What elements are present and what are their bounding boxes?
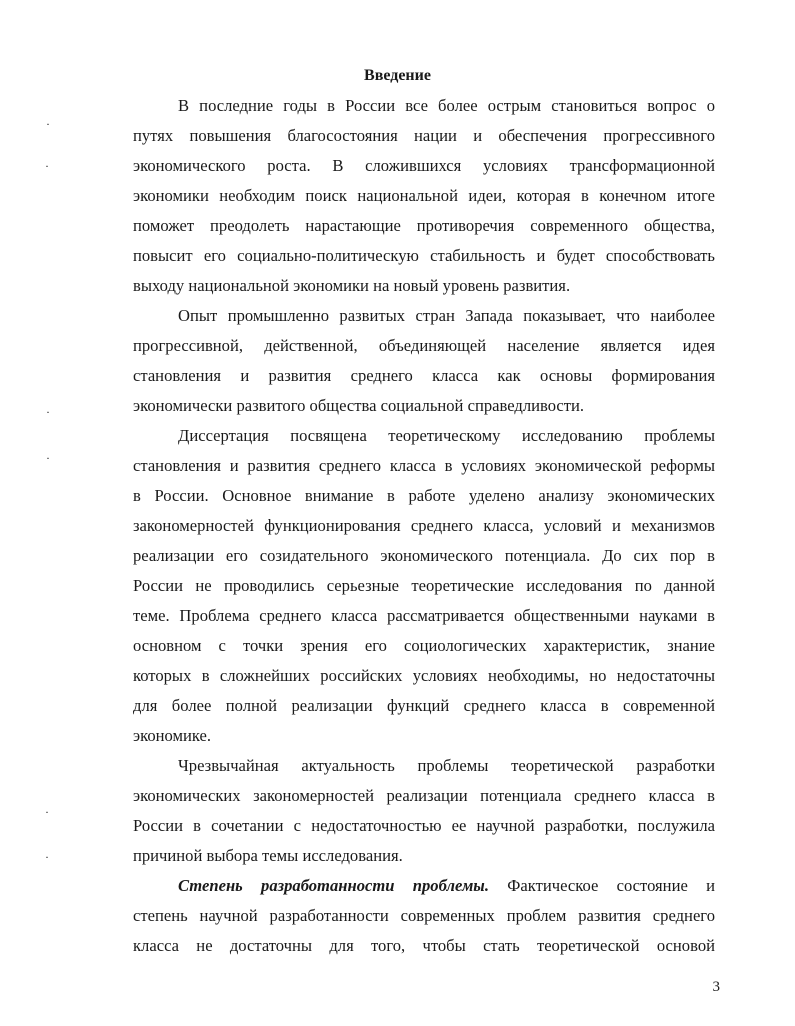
text-line: причиной выбора темы исследования. (133, 846, 403, 865)
text-line: В последние годы в России все более острым становиться вопрос о (178, 96, 715, 115)
text-line: реализации его созидательного экономического потенциала. До сих пор в (133, 546, 715, 565)
text-line: теме. Проблема среднего класса рассматривается общественными науками в (133, 606, 715, 625)
text-line: которых в сложнейших российских условиях необходимы, но недостаточны (133, 666, 715, 685)
scan-speck: · (45, 159, 49, 173)
page-number: 3 (712, 979, 720, 995)
text-line: для более полной реализации функций среднего класса в современной (133, 696, 715, 715)
text-line: экономически развитого общества социальной справедливости. (133, 396, 585, 415)
text-line: степень научной разработанности современных проблем развития среднего (133, 906, 715, 925)
text-line: экономике. (133, 726, 212, 745)
section-heading: Степень разработанности проблемы. (178, 876, 489, 895)
text-line: Чрезвычайная актуальность проблемы теоретической разработки (178, 756, 715, 775)
text-line: экономических закономерностей реализации потенциала среднего класса в (133, 786, 715, 805)
text-line: России в сочетании с недостаточностью ее научной разработки, послужила (133, 816, 715, 835)
scan-speck: · (46, 451, 50, 465)
text-line: повысит его социально-политическую стабильность и будет способствовать (133, 246, 715, 265)
text-line: закономерностей функционирования среднего класса, условий и механизмов (133, 516, 715, 535)
text-line: выходу национальной экономики на новый уровень развития. (133, 276, 571, 295)
text-line: прогрессивной, действенной, объединяющей население является идея (133, 336, 715, 355)
text-line: основном с точки зрения его социологических характеристик, знание (133, 636, 715, 655)
text-line: становления и развития среднего класса как основы формирования (133, 366, 715, 385)
text-line: экономического роста. В сложившихся условиях трансформационной (133, 156, 715, 175)
scan-speck: · (46, 117, 50, 131)
page-title: Введение (364, 67, 431, 84)
text-line: России не проводились серьезные теоретические исследования по данной (133, 576, 715, 595)
text-line: класса не достаточны для того, чтобы стать теоретической основой (133, 936, 715, 955)
text-line: экономики необходим поиск национальной идеи, которая в конечном итоге (133, 186, 715, 205)
scan-speck: · (45, 805, 49, 819)
text-line: становления и развития среднего класса в условиях экономической реформы (133, 456, 715, 475)
text-line (178, 875, 715, 897)
text-line: Опыт промышленно развитых стран Запада показывает, что наиболее (178, 306, 715, 325)
text-line: поможет преодолеть нарастающие противоречия современного общества, (133, 216, 715, 235)
text-fragment: Фактическое состояние и (507, 876, 715, 895)
scan-speck: · (45, 850, 49, 864)
text-line: в России. Основное внимание в работе уделено анализу экономических (133, 486, 715, 505)
scan-speck: · (46, 405, 50, 419)
text-line: Диссертация посвящена теоретическому исследованию проблемы (178, 426, 715, 445)
text-line: путях повышения благосостояния нации и обеспечения прогрессивного (133, 126, 715, 145)
